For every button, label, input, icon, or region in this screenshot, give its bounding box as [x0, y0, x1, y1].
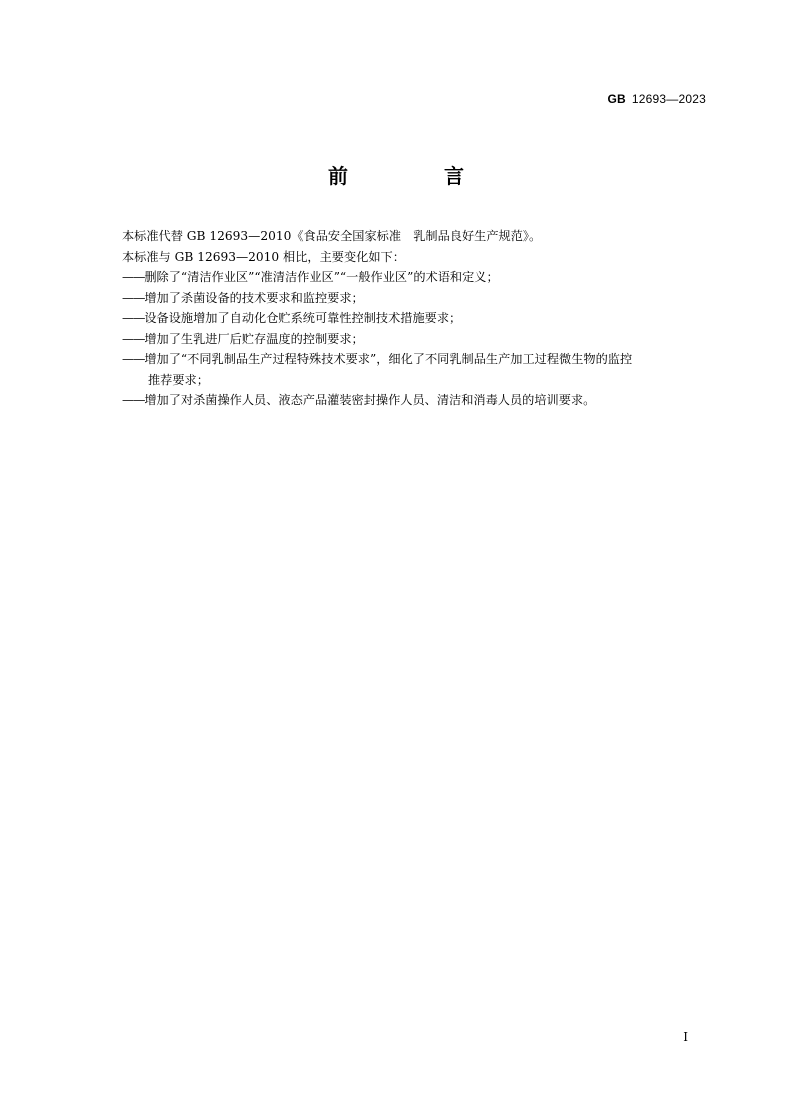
list-item-text: 增加了生乳进厂后贮存温度的控制要求； — [144, 331, 364, 346]
list-item-text: 删除了“清洁作业区”“准清洁作业区”“一般作业区”的术语和定义； — [144, 270, 499, 284]
dash-bullet: —— — [122, 290, 145, 305]
list-item — [122, 329, 712, 350]
list-item — [122, 288, 712, 309]
standard-prefix: GB — [607, 92, 626, 106]
paragraph-replaces: 本标准代替 GB 12693—2010《食品安全国家标准 乳制品良好生产规范》。 — [122, 229, 542, 243]
standard-number: 12693—2023 — [631, 92, 706, 106]
dash-bullet: —— — [122, 270, 145, 284]
list-item-text: 增加了杀菌设备的技术要求和监控要求； — [144, 290, 364, 305]
paragraph-changes-intro: 本标准与 GB 12693—2010 相比，主要变化如下： — [122, 249, 405, 264]
list-item — [122, 349, 712, 390]
dash-bullet: —— — [122, 311, 145, 325]
list-item-continuation: 推荐要求； — [148, 372, 209, 387]
foreword-body — [122, 226, 712, 411]
list-item — [122, 267, 712, 288]
page-number: I — [683, 1030, 688, 1044]
list-item-text: 增加了“不同乳制品生产过程特殊技术要求”，细化了不同乳制品生产加工过程微生物的监控 — [144, 352, 633, 366]
page-title: 前 言 — [328, 164, 502, 188]
list-item — [122, 390, 712, 411]
list-item-text: 增加了对杀菌操作人员、液态产品灌装密封操作人员、清洁和消毒人员的培训要求。 — [144, 393, 596, 407]
dash-bullet: —— — [122, 352, 145, 366]
dash-bullet: —— — [122, 393, 145, 407]
list-item-text: 设备设施增加了自动化仓贮系统可靠性控制技术措施要求； — [144, 311, 462, 325]
standard-code-header — [608, 92, 706, 106]
dash-bullet: —— — [122, 331, 145, 346]
list-item — [122, 308, 712, 329]
